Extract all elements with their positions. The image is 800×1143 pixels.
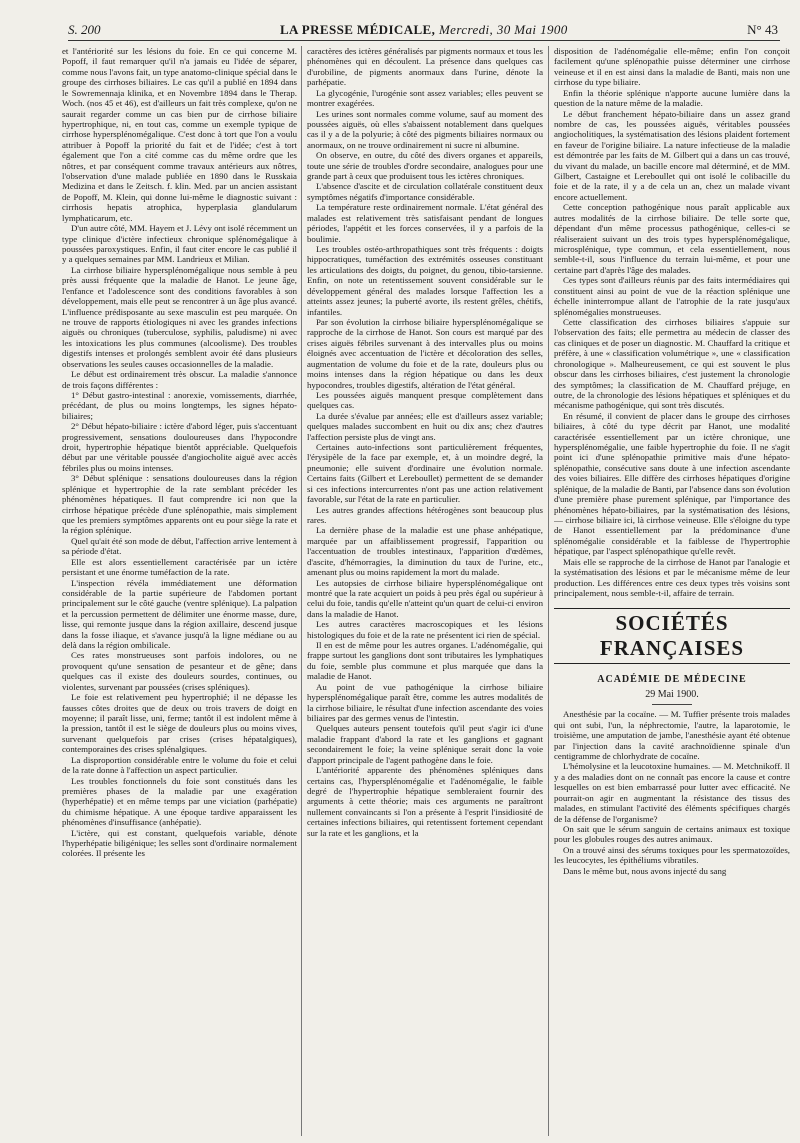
paragraph: D'un autre côté, MM. Hayem et J. Lévy ont isolé récemment un type clinique d'ictère infectieux chronique splénomégalique à poussées paroxystiques. Enfin, il faut citer encore le cas publié il y a quelques semaines par MM. Landrieux et Milian. [62, 223, 297, 265]
paragraph: Les autopsies de cirrhose biliaire hypersplénomégalique ont montré que la rate acquiert un poids à peu près égal ou supérieur à celui du foie, tandis qu'elle n'atteint qu'un quart de celui-ci environ dans la maladie de Hanot. [307, 577, 543, 619]
paragraph: Quel qu'ait été son mode de début, l'affection arrive lentement à sa période d'état. [62, 535, 297, 557]
society-name: ACADÉMIE DE MÉDECINE [597, 674, 747, 686]
paragraph: caractères des ictères généralisés par pigments normaux et tous les phénomènes qui en découlent. La présence dans quelques cas d'urobiline, de pigments anormaux dans l'urine, dénote la parhépatie. [307, 46, 543, 88]
column-3 [554, 46, 790, 1136]
paragraph: Les autres grandes affections hétérogènes sont beaucoup plus rares. [307, 504, 543, 525]
paragraph: 2° Début hépato-biliaire : ictère d'abord léger, puis s'accentuant progressivement, sensations douloureuses dans l'hypocondre droit, hypertrophie hépatique bientôt appréciable. Quelquefois début par une véritable poussée d'angiocholite aiguë avec accès fébriles plus ou moins intenses. [62, 421, 297, 473]
paragraph: Les urines sont normales comme volume, sauf au moment des poussées aiguës, où elles s'abaissent notablement dans quelques cas il y a de la polyurie; à côté des pigments biliaires normaux ou anormaux, on ne trouve ordinairement ni sucre ni albumine. [307, 108, 543, 150]
paragraph: Les troubles ostéo-arthropathiques sont très fréquents : doigts hippocratiques, tuméfaction des extrémités osseuses constituant les articulations des doigts, du poignet, du genou, tibio-tarsienne. Enfin, on note un retentissement souvent considérable sur le développement général des malades lorsque l'affection les a atteints assez jeunes; la puberté avorte, ils restent grêles, chétifs, infantiles. [307, 244, 543, 317]
paragraph: En résumé, il convient de placer dans le groupe des cirrhoses biliaires, à côté du type décrit par Hanot, une modalité caractérisée essentiellement par un ictère chronique, une hypersplénomégalie, une faible hypertrophie du foie. Il ne s'agit point ici d'une splénopathie primitive mais d'une hépato-splénopathie, consécutive sans doute à une infection ascendante des voies biliaires. Elle diffère des cirrhoses hépatiques d'origine splénique, de la maladie de Banti, par l'absence dans son évolution d'une première phase purement splénique, par l'importance des phénomènes hépato-biliaires, par la systématisation des lésions, — cirrhose biliaire ici, là cirrhose veineuse. Elle s'éloigne du type de Hanot essentiellement par la prédominance d'une splénomégalie considérable et la faiblesse de l'hypertrophie hépatique, par l'aspect splénopathique qu'elle revêt. [554, 410, 790, 557]
paragraph: La température reste ordinairement normale. L'état général des malades est relativement très satisfaisant pendant de longues périodes, l'appétit et les forces conservées, il y a parfois de la boulimie. [307, 202, 543, 244]
paragraph: Cette classification des cirrhoses biliaires s'appuie sur l'observation des faits; elle permettra au médecin de classer des cas cliniques et de poser un diagnostic. M. Chauffard la critique et préfère, à une « classification volumétrique », une « classification chronologique ». Malheureusement, ce qui est souvent le plus obscur dans les cirrhoses biliaires, c'est justement la chronologie des symptômes; la classification de M. Chauffard préjuge, en outre, de la chronologie des lésions hépatiques et spléniques et du mécanisme pathogénique, qui sont très discutés. [554, 316, 790, 411]
paragraph: Certaines auto-infections sont particulièrement fréquentes, l'érysipèle de la face par exemple, et, à un moindre degré, la pneumonie; elle suivent d'ordinaire une évolution normale. Certains faits (Gilbert et Lereboullet) permettent de se demander si ces infections intercurrentes n'ont pas une action relativement favorable, sur l'état de la rate en particulier. [307, 442, 543, 505]
section-title: SOCIÉTÉS FRANÇAISES [599, 611, 745, 661]
paragraph: On observe, en outre, du côté des divers organes et appareils, toute une série de troubles d'ordre secondaire, analogues pour une grande part à ceux que produisent tous les ictères chroniques. [307, 150, 543, 182]
paragraph: 3° Début splénique : sensations douloureuses dans la région splénique et hypertrophie de la rate semblant précéder les phénomènes hépatiques. Il faut comprendre ici non que la cirrhose hépatique précède d'une splénopathie, mais simplement que les premiers symptômes apparents ont eu pour siège la rate et la région splénique. [62, 473, 297, 536]
paragraph: Le début franchement hépato-biliaire dans un assez grand nombre de cas, les poussées aiguës, véritables poussées angiocholitiques, la systématisation des lésions plaident fortement en faveur de l'origine biliaire. La nature infectieuse de la maladie est démontrée par les faits de M. Gilbert qui a dans un cas trouvé, du vivant du malade, un bacille encore mal déterminé, et de MM. Gilbert, Castaigne et Lereboullet qui ont isolé le colibacille du foie et de la rate, il y a de cela un an, chez un malade vivant encore actuellement. [554, 108, 790, 202]
paragraph: Les poussées aiguës manquent presque complètement dans quelques cas. [307, 389, 543, 411]
paragraph: L'ictère, qui est constant, quelquefois variable, dénote l'hyperhépatie biligénique; les selles sont d'ordinaire normalement colorées. Il présente les [62, 827, 297, 859]
paragraph: Le début est ordinairement très obscur. La maladie s'annonce de trois façons différentes : [62, 369, 297, 390]
journal-title: LA PRESSE MÉDICALE, [279, 22, 436, 37]
paragraph: La disproportion considérable entre le volume du foie et celui de la rate donne à l'affection un aspect particulier. [62, 754, 297, 776]
paragraph: Il en est de même pour les autres organes. L'adénomégalie, qui frappe surtout les ganglions dont sont tributaires les lymphatiques du foie, semble plus commune et plus marquée que dans la maladie de Hanot. [307, 640, 543, 682]
page-header [68, 22, 778, 42]
paragraph: Au point de vue pathogénique la cirrhose biliaire hypersplénomégalique paraît être, comme les autres modalités de la cirrhose biliaire, le résultat d'une infection ascendante des voies biliaires par des germes venus de l'intestin. [307, 681, 543, 723]
paragraph: L'antériorité apparente des phénomènes spléniques dans certains cas, l'hypersplénomégalie et l'adénomégalie, le faible degré de l'hypertrophie hépatique sembleraient fournir des arguments à cette théorie; mais ces arguments ne paraîtront nullement convaincants si l'on a présente à l'esprit l'insidiosité de certaines infections biliaires, qui retentissent fortement cependant sur la rate et les ganglions, et la [307, 765, 543, 838]
paragraph: La dernière phase de la maladie est une phase anhépatique, marquée par un affaiblissement progressif, l'apparition ou l'accentuation de troubles intestinaux, l'apparition d'œdèmes, d'ascite, d'hémorragies, la diminution du taux de l'urine, etc., amenant plus ou moins rapidement la mort du malade. [307, 525, 543, 578]
issue-number: N° 43 [747, 22, 778, 37]
session-date: 29 Mai 1900. [645, 689, 699, 701]
paragraph: La glycogénie, l'urogénie sont assez variables; elles peuvent se montrer exagérées. [307, 87, 543, 109]
issue-date: Mercredi, 30 Mai 1900 [438, 22, 568, 37]
paragraph: Anesthésie par la cocaïne. — M. Tuffier présente trois malades qui ont subi, l'un, la néphrectomie, l'autre, la laparotomie, le troisième, une amputation de jambe, l'anesthésie ayant été obtenue par l'injection dans la cavité arachnoïdienne spinale d'un centigramme de chlorhydrate de cocaïne. [554, 709, 790, 762]
paragraph: et l'antériorité sur les lésions du foie. En ce qui concerne M. Popoff, il faut remarquer qu'il n'a jamais eu l'idée de séparer, comme nous l'avons fait, un type anatomo-clinique spécial dans le groupe des cirrhoses biliaires. Le cas qu'il a publié en 1894 dans le Sowremennaja klinika, et en Novembre 1894 dans le Therap. Woch. (nos 45 et 46), est d'ailleurs un fait très complexe, qu'on ne saurait regarder comme un cas bien pur de cirrhose biliaire hypertrophique, ni, en tout cas, comme un exemple typique de cirrhose hypersplénomégalique. C'est donc à tort que l'on a voulu attribuer à Popoff la priorité du fait et de l'idée; c'est à tort également que l'on a cité comme cas du même ordre que les nôtres, et par conséquent comme travaux antérieurs aux nôtres, l'observation d'une malade publiée en 1890 dans le Russkaia Medizina et dans le Zeitsch. f. klin. Med. par un ancien assistant de Popoff, M. Klein, qui donne lui-même le diagnostic suivant : cirrhosis hepatis atrophica, hyperplasia glandularum lymphaticarum, etc. [62, 46, 297, 223]
paragraph: Les troubles fonctionnels du foie sont constitués dans les premières phases de la maladie par une exagération (hyperhépatie) et en même temps par une viciation (parhépatie) du chimisme hépatique. A une époque tardive apparaissent les phénomènes d'insuffisance (anhépatie). [62, 775, 297, 828]
page-number: S. 200 [68, 22, 101, 37]
section-header [554, 608, 790, 664]
paragraph: Elle est alors essentiellement caractérisée par un ictère persistant et une énorme tuméfaction de la rate. [62, 556, 297, 578]
session-rule [652, 704, 692, 705]
paragraph: Le foie est relativement peu hypertrophié; il ne dépasse les fausses côtes droites que de deux ou trois travers de doigt en moyenne; il paraît lisse, uni, ferme; tantôt il est indolent même à la pression, tantôt il est le siège de douleurs plus ou moins vives, survenant quelquefois par crises (crises hépatalgiques), contemporaines des crises splénalgiques. [62, 692, 297, 755]
paragraph: La durée s'évalue par années; elle est d'ailleurs assez variable; quelques malades succombent en huit ou dix ans; chez d'autres l'affection persiste plus de vingt ans. [307, 410, 543, 442]
paragraph: Dans le même but, nous avons injecté du sang [563, 865, 727, 876]
paragraph: Ces types sont d'ailleurs réunis par des faits intermédiaires qui constituent ainsi au point de vue de la réaction splénique une échelle ininterrompue allant de l'atrophie de la rate jusqu'aux splénomégalies monstrueuses. [554, 275, 790, 317]
paragraph: Mais elle se rapproche de la cirrhose de Hanot par l'analogie et la systématisation des lésions et par le mécanisme même de leur production. Les différences entre ces deux types très voisins sont principalement, nous semble-t-il, affaire de terrain. [554, 556, 790, 598]
column-divider [301, 46, 302, 1136]
journal-title-line [280, 22, 568, 38]
paragraph: Cette conception pathogénique nous paraît applicable aux autres modalités de la cirrhose biliaire. De telle sorte que, dépendant d'un même processus pathogénique, celles-ci se réaliseraient suivant un des trois types hypersplénomégalique, microsplénique, type commun, et cela essentiellement, nous semble-t-il, sous l'influence du terrain lui-même, et pour une certaine part d'après l'âge des malades. [554, 202, 790, 275]
paragraph: L'inspection révéla immédiatement une déformation considérable de la partie supérieure de l'abdomen portant principalement sur le côté gauche (ventre splénique). La palpation et la percussion permettent de délimiter une énorme masse, dure, lisse, qui remonte jusque dans la région axillaire, descend jusque dans la fosse iliaque, et s'avance jusqu'à la ligne médiane ou au delà dans la région ombilicale. [62, 577, 297, 651]
column-2 [307, 46, 543, 1136]
paragraph: Enfin la théorie splénique n'apporte aucune lumière dans la question de la nature même de la maladie. [554, 87, 790, 109]
paragraph: La cirrhose biliaire hypersplénomégalique nous semble à peu près aussi fréquente que la maladie de Hanot. Le jeune âge, l'enfance et l'adolescence sont des conditions favorables à son développement, mais elle peut se rencontrer à un âge plus avancé. L'influence prédisposante au sexe masculin est peu marquée. On ne trouve de rapports étiologiques ni avec les grandes infections aiguës ou chroniques (tuberculose, syphilis, paludisme) ni avec les intoxications les plus communes (alcoolisme). Des troubles digestifs intenses et prolongés semblent avoir été dans plusieurs observations les seules causes occasionnelles de la maladie. [62, 264, 297, 369]
header-rule [68, 40, 780, 41]
paragraph: disposition de l'adénomégalie elle-même; enfin l'on conçoit facilement qu'une splénopathie puisse déterminer une cirrhose veineuse et il en est ainsi dans la maladie de Banti, mais non une cirrhose du type biliaire. [554, 46, 790, 88]
column-1 [62, 46, 297, 1136]
paragraph: Quelques auteurs pensent toutefois qu'il peut s'agir ici d'une maladie frappant d'abord la rate et les ganglions et gagnant secondairement le foie; la veine splénique serait donc la voie d'apport principale de l'agent pathogène dans le foie. [307, 723, 543, 765]
paragraph: Ces rates monstrueuses sont parfois indolores, ou ne provoquent qu'une sensation de pesanteur et de gêne; dans quelques cas il existe des douleurs sourdes, continues, ou violentes, survenant par poussées (crises spléniques). [62, 650, 297, 692]
paragraph: Les autres caractères macroscopiques et les lésions histologiques du foie et de la rate ne présentent ici rien de spécial. [307, 619, 543, 640]
paragraph: Par son évolution la cirrhose biliaire hypersplénomégalique se rapproche de la cirrhose de Hanot. Son cours est marqué par des crises aiguës fébriles survenant à des intervalles plus ou moins éloignés avec accentuation de l'ictère et décoloration des selles, augmentation de volume du foie et de la rate, douleurs plus ou moins intenses dans la région hépatique ou dans les deux hypocondres, troubles digestifs, altération de l'état général. [307, 316, 543, 390]
paragraph: L'absence d'ascite et de circulation collatérale constituent deux symptômes négatifs d'importance considérable. [307, 181, 543, 202]
article-columns [62, 46, 790, 1136]
column-divider [548, 46, 549, 1136]
paragraph: L'hémolysine et la leucotoxine humaines. — M. Metchnikoff. Il y a des maladies dont on ne connaît pas encore la cause et contre lesquelles on est bien embarrassé pour lutter avec efficacité. Ne pourrait-on agir en augmentant la résistance des tissus des malades, en stimulant l'activité des éléments spécifiques chargés de la défense de l'organisme? [554, 761, 790, 824]
paragraph: On a trouvé ainsi des sérums toxiques pour les spermatozoïdes, les leucocytes, les épithéliums vibratiles. [554, 844, 790, 866]
paragraph: On sait que le sérum sanguin de certains animaux est toxique pour les globules rouges des autres animaux. [554, 824, 790, 845]
paragraph: 1° Début gastro-intestinal : anorexie, vomissements, diarrhée, précédant, de plus ou moins longtemps, les signes hépato-biliaires; [62, 389, 297, 421]
